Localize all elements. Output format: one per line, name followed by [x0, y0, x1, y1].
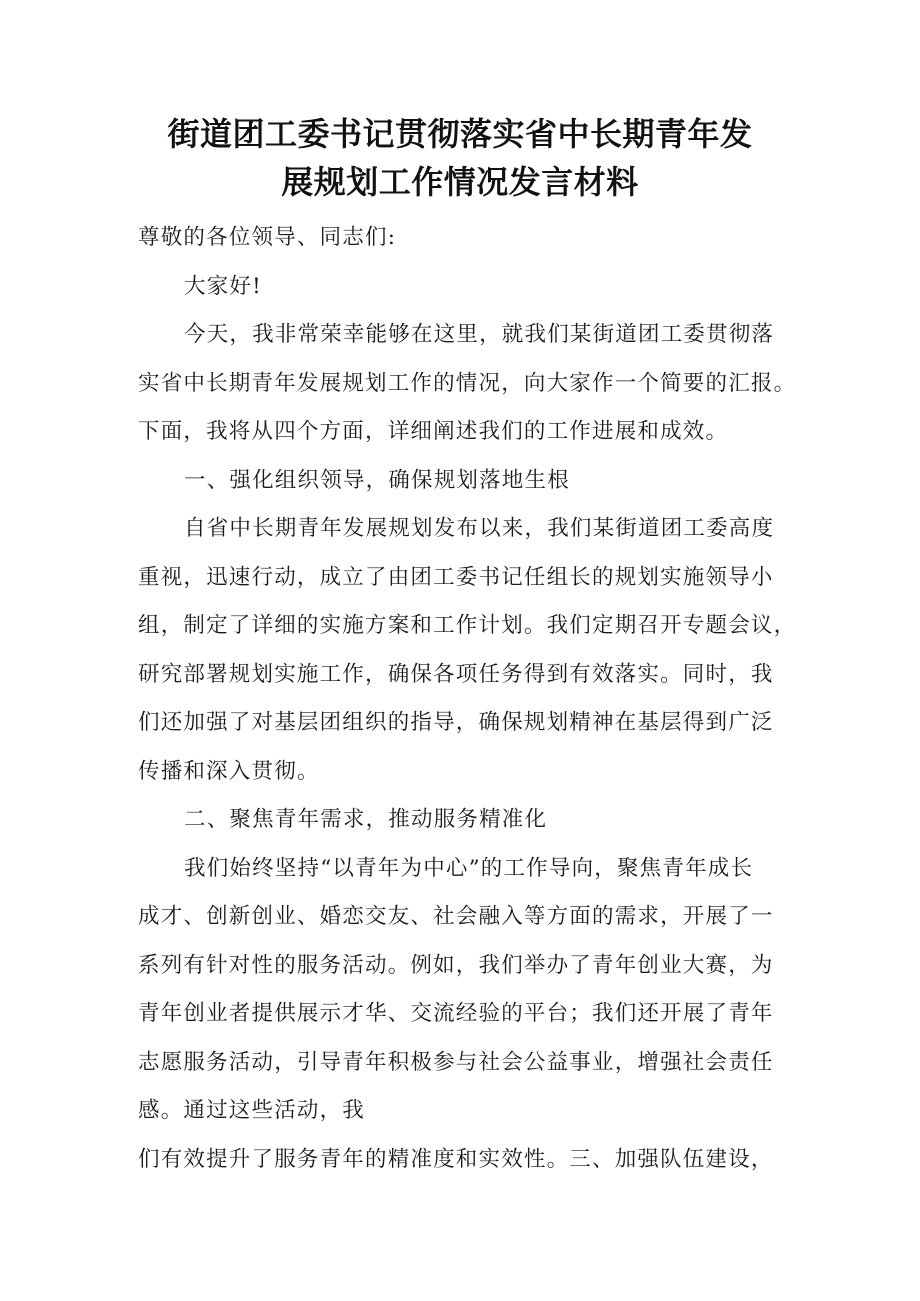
body-line: 我们始终坚持“以青年为中心”的工作导向，聚焦青年成长	[184, 855, 754, 881]
body-line: 一、强化组织领导，确保规划落地生根	[184, 467, 570, 493]
body-line: 成才、创新创业、婚恋交友、社会融入等方面的需求，开展了一	[138, 904, 774, 929]
body-text	[138, 214, 797, 1184]
body-line: 二、聚焦青年需求，推动服务精准化	[184, 807, 548, 832]
body-line: 系列有针对性的服务活动。例如，我们举办了青年创业大赛，为	[138, 952, 774, 978]
body-line: 今天，我非常荣幸能够在这里，就我们某街道团工委贯彻落	[184, 322, 775, 347]
body-line: 们有效提升了服务青年的精准度和实效性。三、加强队伍建设，	[138, 1146, 774, 1172]
body-line: 组，制定了详细的实施方案和工作计划。我们定期召开专题会议，	[138, 613, 797, 638]
body-line: 大家好!	[184, 273, 262, 299]
body-line: 传播和深入贯彻。	[138, 758, 320, 784]
body-line: 们还加强了对基层团组织的指导，确保规划精神在基层得到广泛	[138, 710, 774, 735]
body-line: 志愿服务活动，引导青年积极参与社会公益事业，增强社会责任	[138, 1049, 774, 1075]
title-line-1: 街道团工委书记贯彻落实省中长期青年发	[167, 115, 753, 153]
title-line-2: 展规划工作情况发言材料	[281, 163, 639, 201]
body-line: 自省中长期青年发展规划发布以来，我们某街道团工委高度	[184, 516, 775, 541]
body-line: 实省中长期青年发展规划工作的情况，向大家作一个简要的汇报。	[138, 370, 797, 396]
body-line: 下面，我将从四个方面，详细阐述我们的工作进展和成效。	[138, 419, 729, 444]
body-line: 青年创业者提供展示才华、交流经验的平台；我们还开展了青年	[138, 1001, 774, 1026]
body-line: 重视，迅速行动，成立了由团工委书记任组长的规划实施领导小	[138, 564, 774, 590]
body-line: 尊敬的各位领导、同志们:	[138, 225, 397, 250]
body-line: 研究部署规划实施工作，确保各项任务得到有效落实。同时，我	[138, 661, 774, 687]
body-line: 感。通过这些活动，我	[138, 1098, 366, 1123]
